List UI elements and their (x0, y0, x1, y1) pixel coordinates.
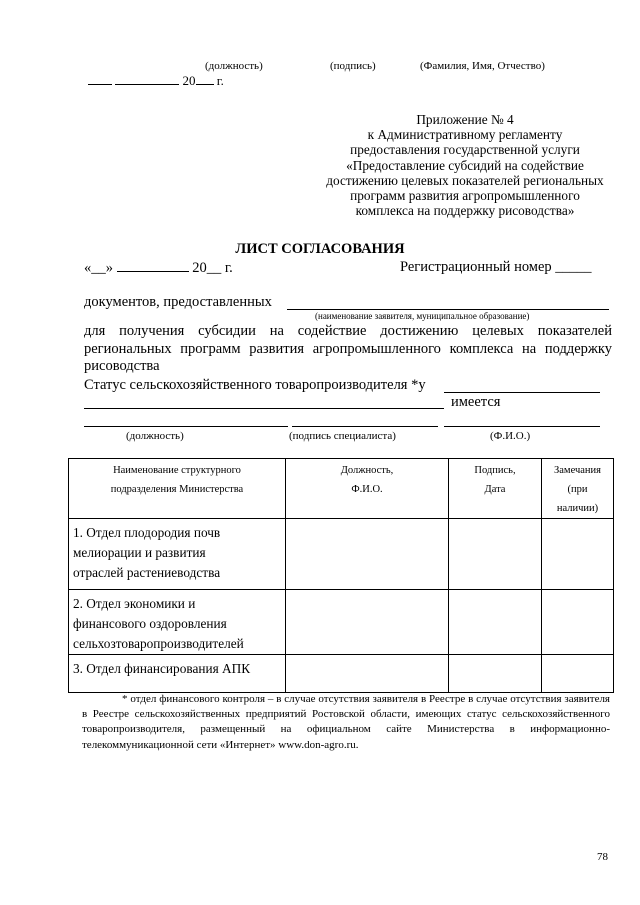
applicant-name-line (287, 309, 609, 310)
registration-blank: _____ (555, 259, 592, 275)
table-row (69, 519, 614, 590)
header-remarks: Замечания (при наличии) (542, 459, 614, 519)
header-signature-date: Подпись, Дата (449, 459, 542, 519)
remarks-cell (542, 655, 614, 693)
header-position-name: Должность, Ф.И.О. (286, 459, 449, 519)
status-label: Статус сельскохозяйственного товаропроизводителя *у (84, 377, 426, 393)
signature-date-cell (449, 519, 542, 590)
top-month-blank (115, 72, 179, 85)
date-suffix: г. (224, 260, 233, 276)
department-cell: 1. Отдел плодородия почв мелиорации и развития отраслей растениеводства (69, 519, 286, 590)
appendix-line: «Предоставление субсидий на содействие (346, 157, 584, 173)
signature-date-cell (449, 590, 542, 655)
position-name-cell (286, 655, 449, 693)
remarks-cell (542, 590, 614, 655)
date-day: «__» (84, 260, 113, 276)
date-line (84, 259, 233, 277)
table-row (69, 655, 614, 693)
top-year-blank (196, 72, 214, 85)
top-name-caption: (Фамилия, Имя, Отчество) (420, 60, 545, 72)
status-has-text: имеется (451, 394, 501, 410)
specialist-name-line (444, 426, 600, 427)
applicant-caption: (наименование заявителя, муниципальное образование) (315, 311, 530, 321)
remarks-cell (542, 519, 614, 590)
specialist-signature-line (292, 426, 438, 427)
appendix-line: к Административному регламенту (367, 127, 563, 143)
top-date-line (88, 72, 224, 89)
appendix-header (300, 112, 630, 218)
signature-date-cell (449, 655, 542, 693)
appendix-line: комплекса на поддержку рисоводства» (355, 203, 575, 219)
documents-label: документов, предоставленных (84, 294, 272, 310)
appendix-line: Приложение № 4 (416, 112, 514, 127)
specialist-signature-caption: (подпись специалиста) (289, 430, 396, 442)
registration-number (400, 259, 592, 276)
page-title: ЛИСТ СОГЛАСОВАНИЯ (235, 241, 405, 257)
registration-label: Регистрационный номер (400, 259, 552, 275)
specialist-position-line (84, 426, 288, 427)
date-year: 20__ (192, 260, 222, 276)
status-line-1 (444, 392, 600, 393)
appendix-line: достижению целевых показателей региональных (326, 172, 604, 188)
header-department: Наименование структурного подразделения Министерства (69, 459, 286, 519)
top-year-suffix: г. (216, 73, 224, 88)
top-year-prefix: 20 (182, 73, 196, 88)
table-row (69, 590, 614, 655)
date-month-blank (117, 259, 189, 272)
specialist-name-caption: (Ф.И.О.) (490, 430, 531, 442)
approval-table (68, 458, 614, 693)
department-cell: 2. Отдел экономики и финансового оздоровления сельхозтоваропроизводителей (69, 590, 286, 655)
position-name-cell (286, 590, 449, 655)
top-day-blank (88, 72, 112, 85)
appendix-line: программ развития агропромышленного (350, 188, 580, 204)
department-cell: 3. Отдел финансирования АПК (69, 655, 286, 693)
purpose-paragraph: для получения субсидии на содействие достижению целевых показателей региональных программ развития агропромышленного комплекса на поддержку рисоводства (84, 323, 612, 374)
status-line-2 (84, 408, 444, 409)
position-name-cell (286, 519, 449, 590)
specialist-position-caption: (должность) (126, 430, 184, 442)
footnote: * отдел финансового контроля – в случае отсутствия заявителя в Реестре в случае отсутствия заявителя в Реестре сельскохозяйственных предприятий Ростовской области, имеющих статус сельскохозяйственного товаропроизводителя, размещенный на официальном сайте Министерства в информационно-телекоммуникационной сети «Интернет» www.don-agro.ru. (82, 693, 610, 751)
appendix-line: предоставления государственной услуги (350, 142, 580, 158)
page-number: 78 (597, 851, 608, 863)
top-signature-caption: (подпись) (330, 60, 376, 72)
top-position-caption: (должность) (205, 60, 263, 72)
table-header-row (69, 459, 614, 519)
